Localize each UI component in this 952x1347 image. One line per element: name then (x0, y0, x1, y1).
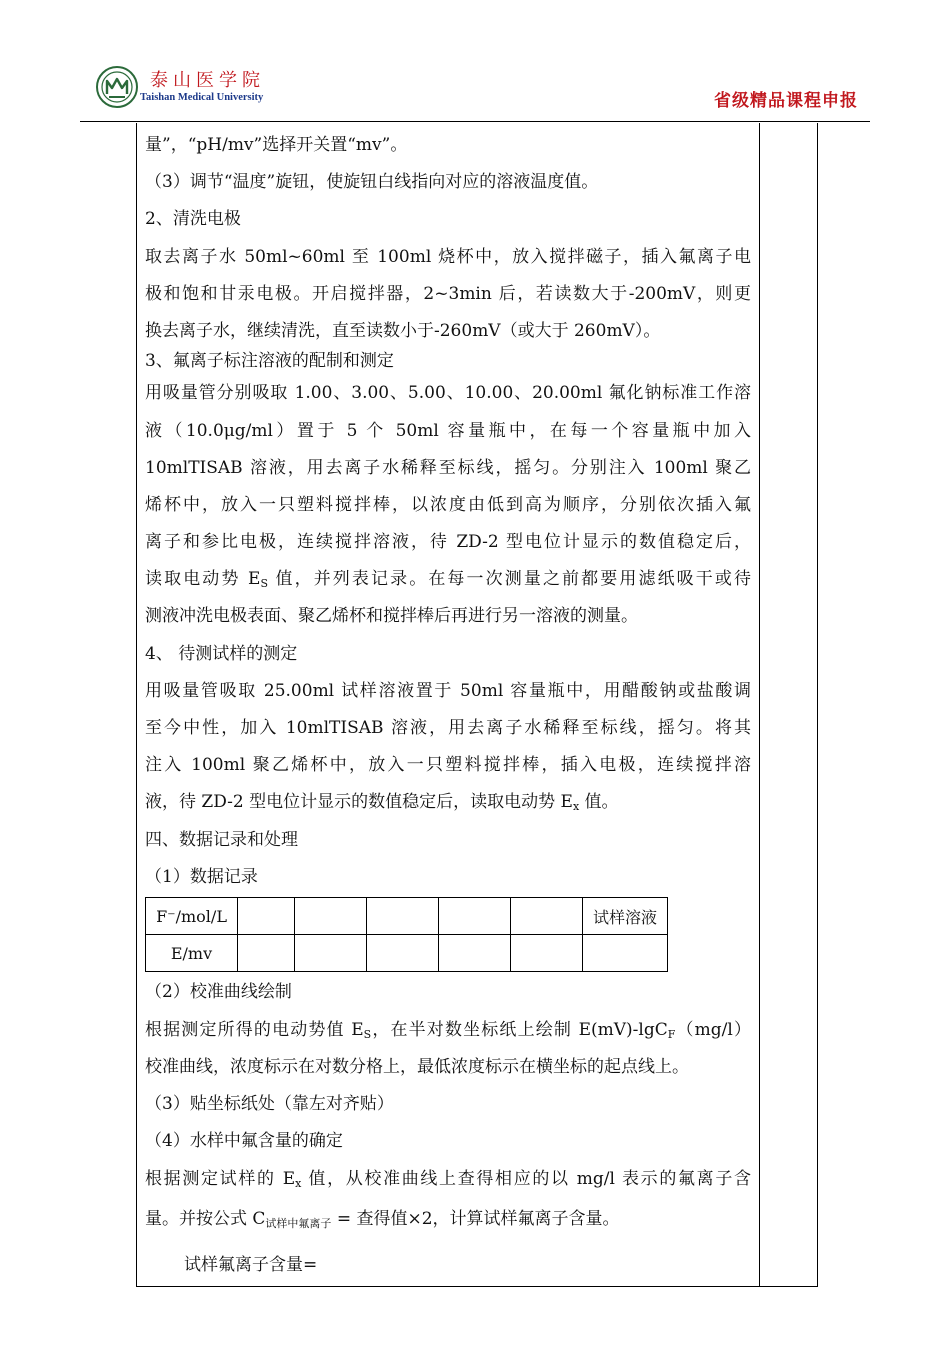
text-fragment: （mg/l） (675, 1020, 751, 1040)
text-line: 烯杯中，放入一只塑料搅拌棒，以浓度由低到高为顺序，分别依次插入氟 (145, 495, 751, 515)
table-row (146, 935, 668, 972)
section-heading: 2、清洗电极 (145, 209, 241, 229)
table-cell (583, 935, 668, 972)
text-fragment: 值，并列表记录。在每一次测量之前都要用滤纸吸干或待 (267, 569, 751, 589)
subsection-heading: （2）校准曲线绘制 (145, 982, 292, 1002)
text-fragment: 根据测定所得的电动势值 E (145, 1020, 364, 1040)
subscript: x (572, 800, 580, 813)
table-cell (367, 898, 439, 935)
text-fragment: 值。 (579, 792, 619, 812)
section-heading: 3、氟离子标注溶液的配制和测定 (145, 351, 394, 371)
text-line: 用吸量管分别吸取 1.00、3.00、5.00、10.00、20.00ml 氟化钠标准工作溶 (145, 383, 751, 403)
text-line: 液（10.0μg/ml）置于 5 个 50ml 容量瓶中，在每一个容量瓶中加入 (145, 421, 751, 441)
subsection-heading: （4）水样中氟含量的确定 (145, 1131, 343, 1151)
table-cell (439, 935, 511, 972)
frame-border-right (817, 123, 818, 1286)
text-line: 换去离子水，继续清洗，直至读数小于-260mV（或大于 260mV）。 (145, 321, 661, 341)
table-cell (295, 898, 367, 935)
subscript: F (667, 1028, 676, 1041)
frame-border-bottom (136, 1286, 818, 1287)
text-fragment: 液，待 ZD-2 型电位计显示的数值稳定后，读取电动势 E (145, 792, 573, 812)
subscript: S (260, 577, 268, 590)
text-line: （3）调节“温度”旋钮，使旋钮白线指向对应的溶液温度值。 (145, 172, 599, 192)
text-line-es (145, 568, 751, 595)
page-header (0, 0, 952, 124)
subsection-heading: （1）数据记录 (145, 867, 258, 887)
table-cell (439, 898, 511, 935)
text-line: 10mlTISAB 溶液，用去离子水稀释至标线，摇匀。分别注入 100ml 聚乙 (145, 458, 751, 478)
text-fragment: ，在半对数坐标纸上绘制 E(mV)-lgC (371, 1020, 668, 1040)
text-fragment: 读取电动势 E (145, 569, 261, 589)
text-line: 取去离子水 50ml~60ml 至 100ml 烧杯中，放入搅拌磁子，插入氟离子电 (145, 247, 751, 267)
text-fragment: 根据测定试样的 E (145, 1169, 296, 1189)
table-cell (511, 898, 583, 935)
text-line: 至今中性，加入 10mlTISAB 溶液，用去离子水稀释至标线，摇匀。将其 (145, 718, 751, 738)
section-heading: 四、数据记录和处理 (145, 830, 298, 850)
frame-border-left (136, 123, 137, 1286)
section-heading: 4、 待测试样的测定 (145, 644, 298, 664)
subscript: S (363, 1028, 372, 1041)
subscript: x (295, 1177, 302, 1190)
table-cell-header: 试样溶液 (583, 898, 668, 935)
university-logo-icon (96, 66, 138, 108)
text-line: 离子和参比电极，连续搅拌溶液，待 ZD-2 型电位计显示的数值稳定后， (145, 532, 751, 552)
table-cell (238, 935, 295, 972)
text-line: 校准曲线，浓度标示在对数分格上，最低浓度标示在横坐标的起点线上。 (145, 1057, 689, 1077)
text-fragment: = 查得值×2，计算试样氟离子含量。 (331, 1209, 620, 1229)
table-cell (295, 935, 367, 972)
text-line-det (145, 1168, 751, 1195)
school-name-en: Taishan Medical University (140, 92, 264, 103)
text-line: 注入 100ml 聚乙烯杯中，放入一只塑料搅拌棒，插入电极，连续搅拌溶 (145, 755, 751, 775)
frame-border-middle (759, 123, 760, 1286)
text-line-ex (145, 791, 619, 818)
table-row (146, 898, 668, 935)
text-line-formula (145, 1208, 620, 1235)
text-fragment: 量。并按公式 C (145, 1209, 266, 1229)
text-fragment: 值，从校准曲线上查得相应的以 mg/l 表示的氟离子含 (301, 1169, 751, 1189)
table-cell-label: E/mv (146, 935, 238, 972)
header-right-title: 省级精品课程申报 (714, 91, 858, 111)
data-record-table (145, 897, 668, 972)
text-line-curve (145, 1019, 751, 1046)
table-cell-label: F⁻/mol/L (146, 898, 238, 935)
header-divider (80, 121, 870, 122)
table-cell (367, 935, 439, 972)
subsection-heading: （3）贴坐标纸处（靠左对齐贴） (145, 1094, 394, 1114)
text-line: 用吸量管吸取 25.00ml 试样溶液置于 50ml 容量瓶中，用醋酸钠或盐酸调 (145, 681, 751, 701)
table-cell (511, 935, 583, 972)
result-label: 试样氟离子含量= (184, 1255, 318, 1275)
text-line: 极和饱和甘汞电极。开启搅拌器，2~3min 后，若读数大于-200mV，则更 (145, 284, 751, 304)
subscript: 试样中氟离子 (265, 1217, 332, 1230)
school-name-cn: 泰山医学院 (150, 70, 265, 91)
table-cell (238, 898, 295, 935)
text-line: 测液冲洗电极表面、聚乙烯杯和搅拌棒后再进行另一溶液的测量。 (145, 606, 638, 626)
text-line: 量”，“pH/mv”选择开关置“mv”。 (145, 135, 408, 155)
